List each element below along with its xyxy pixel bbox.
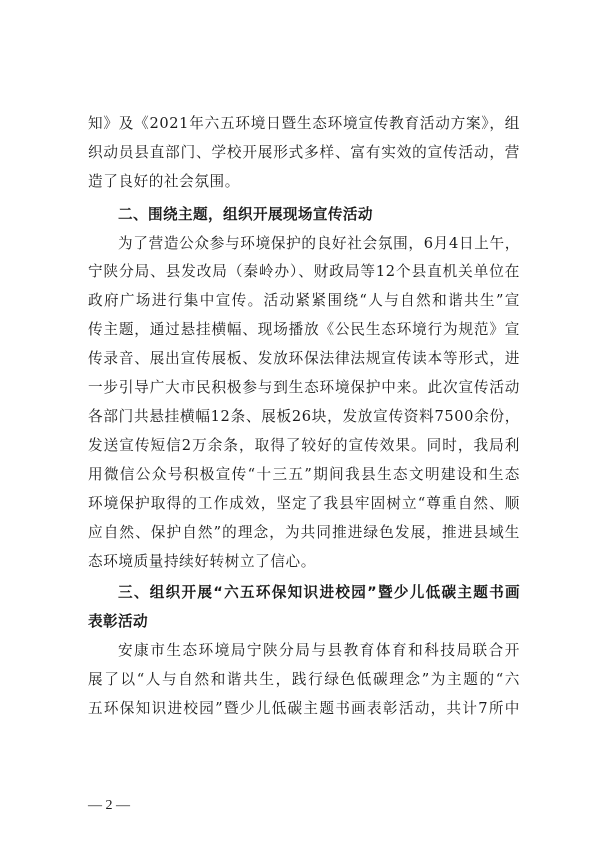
body-line: 五环保知识进校园”暨少儿低碳主题书画表彰活动，共计7所中 bbox=[88, 700, 520, 717]
page-number: — 2 — bbox=[88, 798, 130, 813]
body-line: 为了营造公众参与环境保护的良好社会氛围，6月4日上午， bbox=[118, 235, 520, 252]
body-line: 政府广场进行集中宣传。活动紧紧围绕“人与自然和谐共生”宣 bbox=[88, 292, 520, 309]
body-line: 造了良好的社会氛围。 bbox=[88, 173, 240, 190]
body-line: 织动员县直部门、学校开展形式多样、富有实效的宣传活动，营 bbox=[88, 144, 520, 161]
body-line: 安康市生态环境局宁陕分局与县教育体育和科技局联合开 bbox=[118, 642, 520, 659]
body-line: 应自然、保护自然”的理念，为共同推进绿色发展，推进县域生 bbox=[88, 524, 520, 541]
body-line: 环境保护取得的工作成效，坚定了我县牢固树立“尊重自然、顺 bbox=[88, 495, 520, 512]
section-heading-3-continued: 表彰活动 bbox=[88, 613, 148, 630]
body-line: 一步引导广大市民积极参与到生态环境保护中来。此次宣传活动 bbox=[88, 379, 520, 396]
body-line: 展了以“人与自然和谐共生，践行绿色低碳理念”为主题的“六 bbox=[88, 671, 520, 688]
body-line: 传主题，通过悬挂横幅、现场播放《公民生态环境行为规范》宣 bbox=[88, 321, 520, 338]
body-line: 知》及《2021年六五环境日暨生态环境宣传教育活动方案》，组 bbox=[88, 115, 520, 132]
body-line: 各部门共悬挂横幅12条、展板26块，发放宣传资料7500余份， bbox=[88, 408, 520, 425]
section-heading-2: 二、围绕主题，组织开展现场宣传活动 bbox=[118, 206, 373, 223]
body-line: 宁陕分局、县发改局（秦岭办）、财政局等12个县直机关单位在 bbox=[88, 263, 520, 280]
body-line: 态环境质量持续好转树立了信心。 bbox=[88, 553, 316, 570]
body-line: 用微信公众号积极宣传“十三五”期间我县生态文明建设和生态 bbox=[88, 466, 520, 483]
section-heading-3: 三、组织开展“六五环保知识进校园”暨少儿低碳主题书画 bbox=[118, 584, 520, 601]
body-line: 发送宣传短信2万余条，取得了较好的宣传效果。同时，我局利 bbox=[88, 437, 520, 454]
body-line: 传录音、展出宣传展板、发放环保法律法规宣传读本等形式，进 bbox=[88, 350, 520, 367]
